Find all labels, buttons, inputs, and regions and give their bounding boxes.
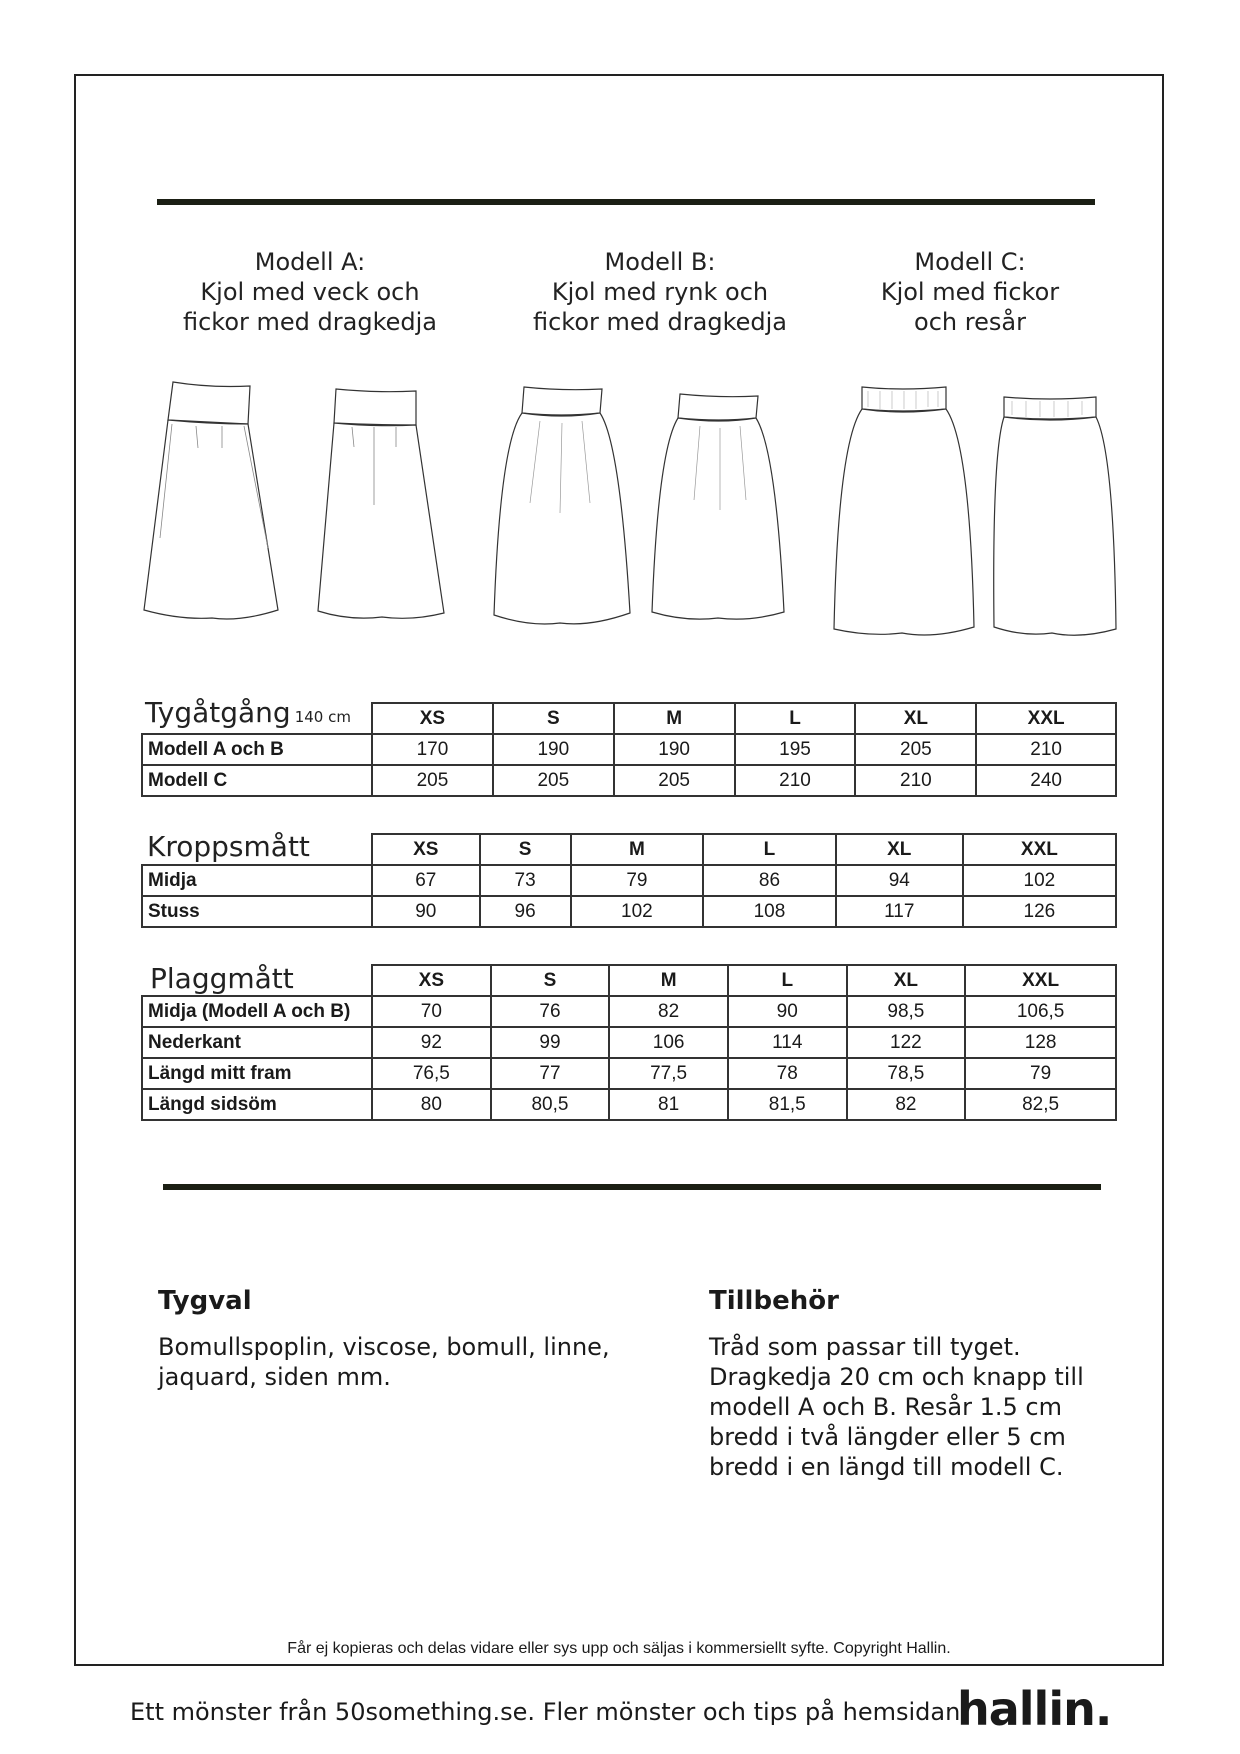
- size-header: XL: [855, 703, 976, 734]
- notions-heading: Tillbehör: [709, 1286, 839, 1316]
- table-row: [142, 996, 1116, 1027]
- size-header: XL: [847, 965, 966, 996]
- size-header: M: [614, 703, 735, 734]
- fabric-table-title-text: Tygåtgång: [145, 696, 291, 729]
- notions-line: bredd i en längd till modell C.: [709, 1453, 1064, 1481]
- cell-value: 86: [703, 865, 836, 896]
- model-c-line-2: Kjol med fickor: [880, 278, 1060, 306]
- model-c-title: [820, 247, 1120, 337]
- blank-cell: [142, 834, 372, 865]
- bottom-divider: [163, 1184, 1101, 1190]
- model-c-line-3: och resår: [914, 308, 1026, 336]
- fabric-choice-line: jaquard, siden mm.: [158, 1363, 391, 1391]
- size-header: XS: [372, 965, 491, 996]
- size-header: S: [480, 834, 571, 865]
- row-label: Längd sidsöm: [142, 1089, 372, 1120]
- row-label: Modell A och B: [142, 734, 372, 765]
- footer-text: Ett mönster från 50something.se. Fler mönster och tips på hemsidan.: [130, 1698, 968, 1726]
- cell-value: 78: [728, 1058, 847, 1089]
- skirt-c-front-illustration: [830, 383, 980, 639]
- row-label: Midja: [142, 865, 372, 896]
- garment-measurements-table: [141, 964, 1117, 1121]
- cell-value: 76,5: [372, 1058, 491, 1089]
- table-row: [142, 734, 1116, 765]
- size-header: L: [735, 703, 856, 734]
- cell-value: 114: [728, 1027, 847, 1058]
- cell-value: 128: [965, 1027, 1116, 1058]
- size-header: S: [493, 703, 614, 734]
- size-header: XXL: [965, 965, 1116, 996]
- notions-text: [709, 1332, 1084, 1482]
- cell-value: 102: [571, 896, 704, 927]
- fabric-choice-line: Bomullspoplin, viscose, bomull, linne,: [158, 1333, 610, 1361]
- table-row: [142, 765, 1116, 796]
- cell-value: 80: [372, 1089, 491, 1120]
- cell-value: 79: [965, 1058, 1116, 1089]
- size-header: L: [703, 834, 836, 865]
- size-header: XXL: [976, 703, 1116, 734]
- garment-table-title-text: Plaggmått: [150, 962, 294, 995]
- cell-value: 108: [703, 896, 836, 927]
- cell-value: 96: [480, 896, 571, 927]
- cell-value: 81,5: [728, 1089, 847, 1120]
- row-label: Modell C: [142, 765, 372, 796]
- cell-value: 117: [836, 896, 963, 927]
- row-label: Stuss: [142, 896, 372, 927]
- cell-value: 78,5: [847, 1058, 966, 1089]
- cell-value: 190: [493, 734, 614, 765]
- skirt-a-back-illustration: [316, 385, 451, 625]
- notions-line: Dragkedja 20 cm och knapp till: [709, 1363, 1084, 1391]
- model-b-title: [500, 247, 820, 337]
- size-header: M: [571, 834, 704, 865]
- notions-line: bredd i två längder eller 5 cm: [709, 1423, 1066, 1451]
- skirt-b-back-illustration: [650, 390, 790, 628]
- table-row: [142, 1089, 1116, 1120]
- cell-value: 79: [571, 865, 704, 896]
- body-table-title-text: Kroppsmått: [147, 830, 310, 863]
- skirt-c-back-illustration: [990, 393, 1120, 639]
- fabric-table: [141, 702, 1117, 797]
- model-a-line-3: fickor med dragkedja: [182, 308, 437, 336]
- row-label: Längd mitt fram: [142, 1058, 372, 1089]
- cell-value: 210: [735, 765, 856, 796]
- cell-value: 102: [963, 865, 1116, 896]
- cell-value: 205: [493, 765, 614, 796]
- cell-value: 126: [963, 896, 1116, 927]
- notions-line: Tråd som passar till tyget.: [709, 1333, 1021, 1361]
- cell-value: 210: [855, 765, 976, 796]
- cell-value: 195: [735, 734, 856, 765]
- cell-value: 77: [491, 1058, 610, 1089]
- table-row: [142, 865, 1116, 896]
- size-header: XL: [836, 834, 963, 865]
- size-header: M: [609, 965, 728, 996]
- cell-value: 190: [614, 734, 735, 765]
- cell-value: 205: [614, 765, 735, 796]
- cell-value: 82: [847, 1089, 966, 1120]
- cell-value: 80,5: [491, 1089, 610, 1120]
- blank-cell: [142, 703, 372, 734]
- top-divider: [157, 199, 1095, 205]
- model-a-line-2: Kjol med veck och: [200, 278, 420, 306]
- size-header: XXL: [963, 834, 1116, 865]
- blank-cell: [142, 965, 372, 996]
- fabric-choice-heading: Tygval: [158, 1286, 252, 1316]
- fabric-table-subtitle: 140 cm: [294, 708, 351, 726]
- skirt-b-front-illustration: [490, 383, 640, 631]
- table-header-row: [142, 703, 1116, 734]
- row-label: Midja (Modell A och B): [142, 996, 372, 1027]
- cell-value: 106: [609, 1027, 728, 1058]
- cell-value: 99: [491, 1027, 610, 1058]
- table-row: [142, 1058, 1116, 1089]
- table-header-row: [142, 965, 1116, 996]
- fabric-choice-text: [158, 1332, 610, 1392]
- table-row: [142, 896, 1116, 927]
- cell-value: 77,5: [609, 1058, 728, 1089]
- cell-value: 82: [609, 996, 728, 1027]
- body-measurements-table: [141, 833, 1117, 928]
- cell-value: 205: [372, 765, 493, 796]
- size-header: S: [491, 965, 610, 996]
- notions-line: modell A och B. Resår 1.5 cm: [709, 1393, 1062, 1421]
- hallin-logo: hallin.: [957, 1682, 1112, 1736]
- size-header: XS: [372, 703, 493, 734]
- cell-value: 76: [491, 996, 610, 1027]
- table-header-row: [142, 834, 1116, 865]
- size-header: XS: [372, 834, 480, 865]
- cell-value: 81: [609, 1089, 728, 1120]
- model-a-line-1: Modell A:: [254, 248, 366, 276]
- table-row: [142, 1027, 1116, 1058]
- size-header: L: [728, 965, 847, 996]
- cell-value: 170: [372, 734, 493, 765]
- cell-value: 67: [372, 865, 480, 896]
- model-b-line-2: Kjol med rynk och: [551, 278, 769, 306]
- cell-value: 106,5: [965, 996, 1116, 1027]
- row-label: Nederkant: [142, 1027, 372, 1058]
- cell-value: 82,5: [965, 1089, 1116, 1120]
- cell-value: 98,5: [847, 996, 966, 1027]
- cell-value: 90: [728, 996, 847, 1027]
- model-a-title: [150, 247, 470, 337]
- cell-value: 94: [836, 865, 963, 896]
- cell-value: 122: [847, 1027, 966, 1058]
- cell-value: 205: [855, 734, 976, 765]
- cell-value: 210: [976, 734, 1116, 765]
- cell-value: 92: [372, 1027, 491, 1058]
- model-c-line-1: Modell C:: [914, 248, 1026, 276]
- cell-value: 240: [976, 765, 1116, 796]
- cell-value: 70: [372, 996, 491, 1027]
- cell-value: 73: [480, 865, 571, 896]
- cell-value: 90: [372, 896, 480, 927]
- model-b-line-1: Modell B:: [604, 248, 716, 276]
- copyright-notice: Får ej kopieras och delas vidare eller sys upp och säljas i kommersiellt syfte. Copyright Hallin.: [287, 1640, 951, 1657]
- model-b-line-3: fickor med dragkedja: [532, 308, 787, 336]
- skirt-a-front-illustration: [140, 378, 290, 628]
